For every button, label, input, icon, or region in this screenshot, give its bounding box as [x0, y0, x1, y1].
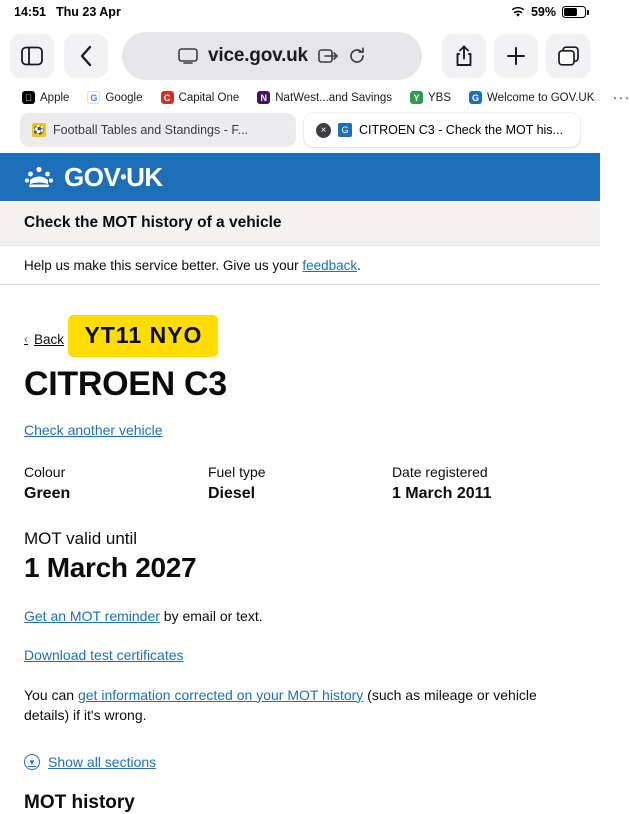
page-title: Check the MOT history of a vehicle [24, 214, 282, 231]
plus-icon[interactable] [494, 34, 538, 78]
close-icon[interactable]: × [316, 123, 331, 138]
capital-one-icon: C [161, 91, 174, 104]
govuk-logo-text: GOV•UK [64, 161, 163, 192]
fact-label: Fuel type [207, 464, 266, 480]
bookmark-label: NatWest...and Savings [275, 91, 393, 104]
tab-title: Football Tables and Standings - F... [53, 123, 249, 137]
chevron-down-circle-icon: ▼ [24, 754, 40, 770]
mot-reminder-paragraph [24, 606, 576, 626]
govuk-favicon-icon: G [338, 123, 352, 137]
toolbar-right [442, 34, 590, 78]
bookmark-apple[interactable] [22, 91, 69, 104]
url-text: vice.gov.uk [208, 45, 308, 66]
crown-icon [24, 165, 54, 189]
ios-status-bar [0, 0, 600, 24]
bookmark-label: Capital One [178, 91, 240, 104]
feedback-link[interactable]: feedback [302, 258, 358, 273]
tab-title: CITROEN C3 - Check the MOT his... [359, 123, 563, 137]
bookmark-natwest[interactable] [257, 91, 392, 104]
bookmark-ybs[interactable] [410, 91, 451, 104]
display-icon[interactable] [178, 48, 198, 64]
battery-percent: 59% [530, 5, 556, 19]
google-icon: G [87, 91, 100, 104]
fact-value: Green [24, 485, 71, 502]
show-all-sections-button[interactable] [24, 754, 156, 770]
bookmark-label: Welcome to GOV.UK [487, 91, 595, 104]
sidebar-icon[interactable] [10, 34, 54, 78]
govuk-masthead [0, 153, 600, 201]
govuk-logo[interactable] [64, 162, 163, 193]
tab-strip [10, 113, 590, 153]
vehicle-name: CITROEN C3 [24, 365, 227, 403]
fact-colour [24, 464, 208, 503]
mot-reminder-suffix: by email or text. [159, 608, 263, 624]
fact-label: Colour [24, 464, 66, 480]
page-content [0, 285, 600, 814]
check-another-vehicle-link[interactable]: Check another vehicle [24, 422, 163, 438]
download-certificates-paragraph [24, 645, 576, 665]
mot-history-heading: MOT history [24, 792, 135, 814]
mot-reminder-link[interactable]: Get an MOT reminder [24, 608, 160, 624]
fact-value: 1 March 2011 [391, 485, 492, 502]
browser-toolbar [10, 28, 590, 84]
corrections-prefix: You can [24, 686, 78, 703]
get-information-corrected-link[interactable]: get information corrected on your MOT history [77, 686, 364, 703]
natwest-icon: N [257, 91, 270, 104]
status-time: 14:51 [14, 5, 46, 19]
vehicle-facts [24, 464, 576, 503]
share-icon[interactable] [442, 34, 486, 78]
bookmark-label: Apple [40, 91, 70, 104]
feedback-banner [0, 246, 600, 285]
corrections-paragraph [24, 685, 576, 726]
status-right-cluster [511, 5, 586, 19]
registration-plate: YT11 NYO [68, 315, 218, 357]
service-heading-bar [0, 201, 600, 246]
status-date: Thu 23 Apr [55, 5, 121, 19]
football-favicon-icon: ⚽ [32, 123, 46, 137]
bookmark-label: YBS [428, 91, 452, 104]
fact-label: Date registered [391, 464, 488, 480]
corrections-suffix: (such as mileage or vehicle details) if it's wrong. [24, 686, 537, 723]
bookmark-google[interactable] [87, 91, 142, 104]
feedback-suffix: . [357, 258, 361, 273]
bookmarks-more-button[interactable]: ··· [612, 89, 630, 106]
back-link-label: Back [34, 331, 65, 347]
tab-football-tables[interactable] [20, 113, 296, 147]
mot-valid-date: 1 March 2027 [24, 552, 197, 583]
bookmarks-bar [10, 84, 630, 113]
back-button[interactable] [64, 34, 108, 78]
chevron-left-icon: ‹ [24, 332, 28, 346]
bookmark-govuk[interactable] [469, 91, 594, 104]
ybs-icon: Y [410, 91, 423, 104]
bookmark-label: Google [105, 91, 143, 104]
feedback-prefix: Help us make this service better. Give us your [24, 258, 303, 273]
govuk-icon: G [469, 91, 482, 104]
fact-date-registered [392, 464, 576, 503]
tabs-icon[interactable] [546, 34, 590, 78]
bookmark-capital-one[interactable] [161, 91, 240, 104]
address-bar[interactable] [122, 32, 422, 80]
back-link[interactable] [24, 332, 64, 347]
download-test-certificates-link[interactable]: Download test certificates [24, 647, 184, 664]
tab-citroen-mot[interactable] [304, 113, 580, 147]
battery-icon [562, 6, 586, 18]
reload-icon[interactable] [348, 47, 366, 65]
fact-fuel-type [208, 464, 392, 503]
fact-value: Diesel [207, 485, 256, 502]
page-actions-icon[interactable] [318, 48, 338, 64]
browser-chrome [0, 24, 630, 153]
wifi-icon [511, 7, 525, 18]
show-all-sections-label: Show all sections [48, 754, 157, 771]
mot-valid-label: MOT valid until [24, 529, 138, 548]
apple-icon [22, 91, 35, 104]
